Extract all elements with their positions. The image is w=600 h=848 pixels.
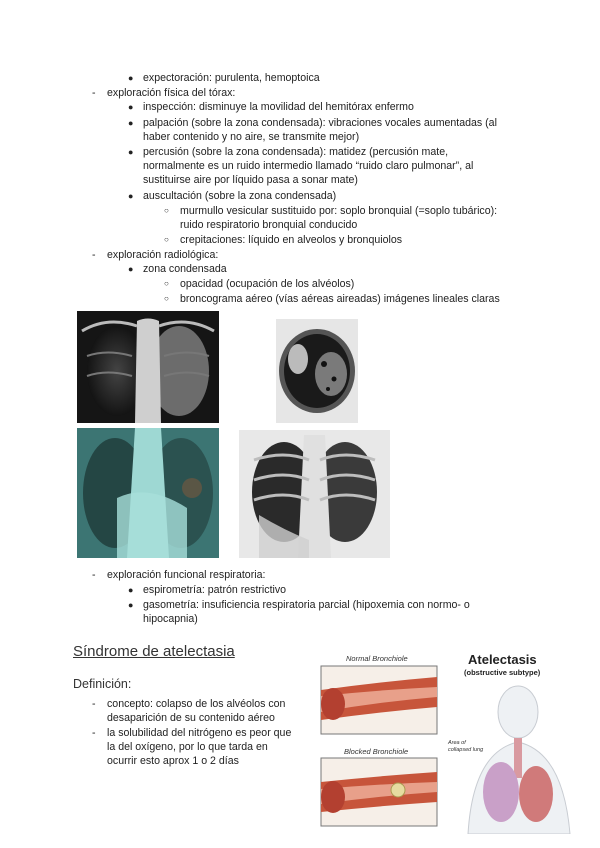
gasometria-text-2: hipocapnia) — [143, 613, 198, 625]
radiologica-title: exploración radiológica: — [107, 249, 219, 261]
chest-xray-1 — [77, 311, 219, 423]
exploracion-fisica-text: exploración física del tórax: — [107, 87, 236, 99]
gasometria-text-1: gasometría: insuficiencia respiratoria parcial (hipoxemia con normo- o — [143, 599, 470, 611]
circle-bullet: ○ — [164, 206, 169, 215]
bullet: ● — [128, 102, 134, 112]
bullet: ● — [128, 73, 134, 83]
solubilidad-text-3: ocurrir esto aprox 1 o 2 días — [107, 755, 239, 767]
murmullo-text-1: murmullo vesicular sustituido por: soplo bronquial (=soplo tubárico): — [180, 205, 498, 217]
percusion-text-3: sustituirse aire por líquido pasa a sonar mate) — [143, 174, 358, 186]
broncograma-text: broncograma aéreo (vías aéreas aireadas) imágenes lineales claras — [180, 293, 500, 305]
dash: - — [92, 569, 96, 581]
section-heading: Síndrome de atelectasia — [73, 643, 235, 660]
solubilidad-text-2: la del oxígeno, por lo que tarda en — [107, 741, 268, 753]
palpacion-text-2: haber contenido y no aire, se transmite mejor) — [143, 131, 360, 143]
normal-bronchiole-label: Normal Bronchiole — [346, 654, 408, 663]
chest-xray-3 — [239, 430, 390, 558]
dash: - — [92, 698, 96, 710]
espirometria-text: espirometría: patrón restrictivo — [143, 584, 287, 596]
bullet: ● — [128, 118, 134, 128]
percusion-text-2: normalmente es un ruido intermedio llamado “ruido claro pulmonar”, al — [143, 160, 474, 172]
expectoracion-text: expectoración: purulenta, hemoptoica — [143, 72, 320, 84]
bullet: ● — [128, 585, 134, 595]
inspeccion-text: inspección: disminuye la movilidad del hemitórax enfermo — [143, 101, 414, 113]
bullet: ● — [128, 264, 134, 274]
bullet: ● — [128, 147, 134, 157]
concepto-text-2: desaparición de su contenido aéreo — [107, 712, 275, 724]
auscultacion-text: auscultación (sobre la zona condensada) — [143, 190, 337, 202]
bullet: ● — [128, 600, 134, 610]
percusion-text-1: percusión (sobre la zona condensada): matidez (percusión mate, — [143, 146, 449, 158]
solubilidad-text-1: la solubilidad del nitrógeno es peor que — [107, 727, 292, 739]
opacidad-text: opacidad (ocupación de los alvéolos) — [180, 278, 355, 290]
murmullo-text-2: ruido respiratorio bronquial conducido — [180, 219, 358, 231]
dash: - — [92, 87, 96, 99]
dash: - — [92, 727, 96, 739]
atelectasis-illustration — [318, 652, 583, 834]
funcional-title: exploración funcional respiratoria: — [107, 569, 266, 581]
circle-bullet: ○ — [164, 294, 169, 303]
area-label-1: Area of — [448, 740, 466, 746]
dash: - — [92, 249, 96, 261]
blocked-bronchiole-label: Blocked Bronchiole — [344, 747, 409, 756]
chest-ct-scan — [276, 319, 358, 423]
bullet: ● — [128, 191, 134, 201]
concepto-text-1: concepto: colapso de los alvéolos con — [107, 698, 286, 710]
definicion-label: Definición: — [73, 677, 132, 691]
palpacion-text-1: palpación (sobre la zona condensada): vibraciones vocales aumentadas (al — [143, 117, 497, 129]
area-label-2: collapsed lung — [448, 747, 484, 753]
crepitaciones-text: crepitaciones: líquido en alveolos y bronquiolos — [180, 234, 403, 246]
circle-bullet: ○ — [164, 235, 169, 244]
zona-text: zona condensada — [143, 263, 227, 275]
atelectasis-title: Atelectasis — [468, 652, 537, 667]
atelectasis-subtitle: (obstructive subtype) — [464, 668, 541, 677]
circle-bullet: ○ — [164, 279, 169, 288]
chest-xray-2 — [77, 428, 219, 558]
